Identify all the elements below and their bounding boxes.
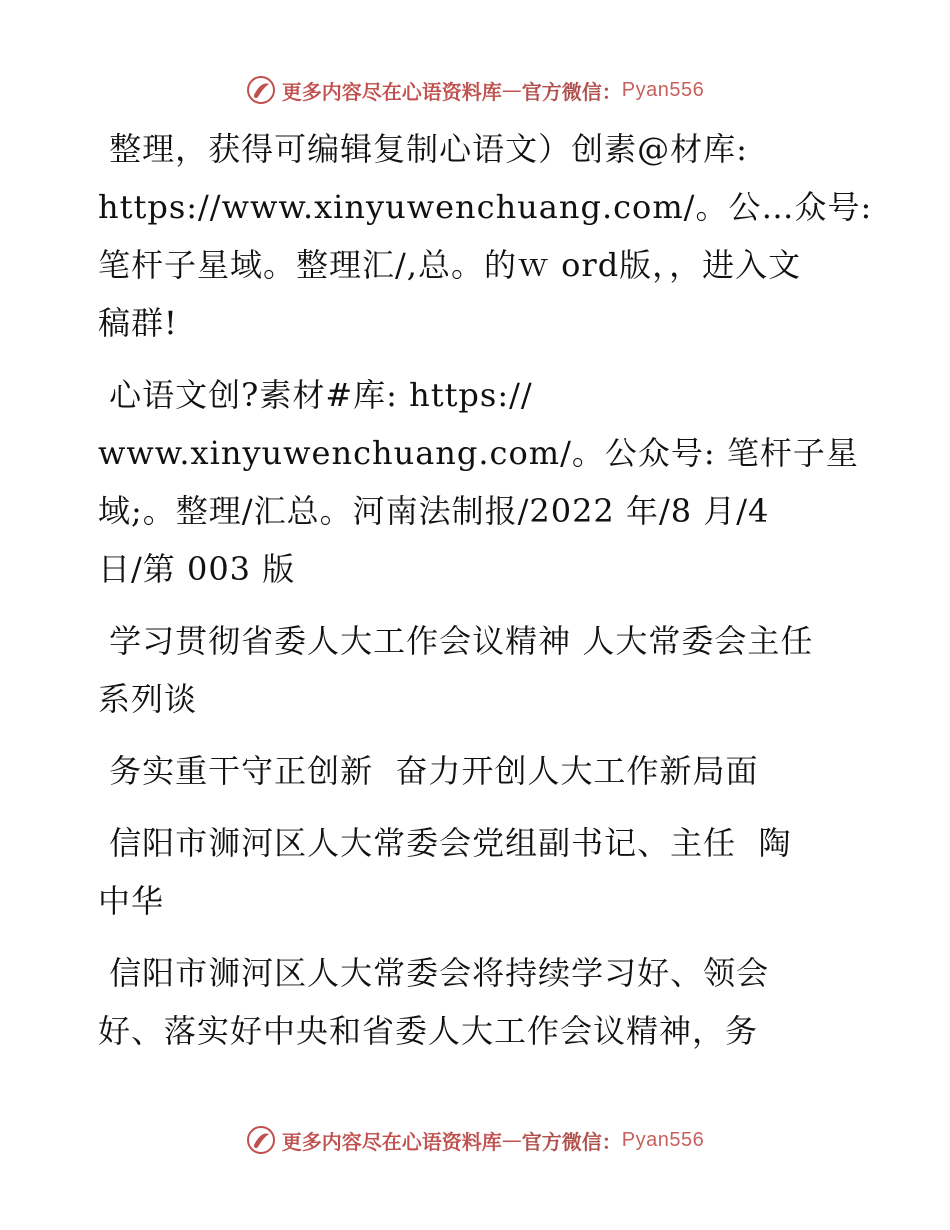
watermark-official-label: 官方微信： <box>521 79 622 104</box>
text-line: 稿群! <box>98 304 178 342</box>
brand-logo-icon <box>246 75 276 105</box>
paragraph-source <box>98 366 858 598</box>
text-line: 信阳市浉河区人大常委会党组副书记、主任 陶 <box>98 824 792 862</box>
document-body <box>98 120 873 1074</box>
text-line: 务实重干守正创新 奋力开创人大工作新局面 <box>98 752 759 790</box>
watermark-official-label: 官方微信： <box>521 1129 622 1154</box>
paragraph-byline <box>98 814 858 930</box>
text-line: 学习贯彻省委人大工作会议精神 人大常委会主任 <box>98 622 814 660</box>
text-line: 日/第 003 版 <box>98 550 296 588</box>
text-line: 系列谈 <box>98 680 198 718</box>
text-line: www.xinyuwenchuang.com/。公众号: 笔杆子星 <box>98 434 859 472</box>
text-line: 整理，获得可编辑复制心语文）创素@材库: <box>98 130 748 168</box>
watermark-dash: — <box>501 78 522 102</box>
paragraph-series-title <box>98 612 858 728</box>
watermark-main-text: 更多内容尽在心语资料库 <box>281 79 502 104</box>
watermark-dash: — <box>501 1128 522 1152</box>
text-line: 域;。整理/汇总。河南法制报/2022 年/8 月/4 <box>98 492 770 530</box>
brand-logo-icon <box>246 1125 276 1155</box>
text-line: https://www.xinyuwenchuang.com/。公…众号: <box>98 188 873 226</box>
paragraph-body <box>98 944 858 1060</box>
watermark-main-text: 更多内容尽在心语资料库 <box>281 1129 502 1154</box>
watermark-wechat-id: Pyan556 <box>621 1128 705 1151</box>
paragraph-intro <box>98 120 873 352</box>
text-line: 中华 <box>98 882 165 920</box>
text-line: 好、落实好中央和省委人大工作会议精神，务 <box>98 1012 759 1050</box>
paragraph-headline <box>98 742 858 800</box>
watermark-wechat-id: Pyan556 <box>621 78 705 101</box>
footer-watermark <box>0 1120 950 1160</box>
text-line: 心语文创?素材#库: https:// <box>98 376 533 414</box>
header-watermark <box>0 70 950 110</box>
text-line: 信阳市浉河区人大常委会将持续学习好、领会 <box>98 954 770 992</box>
text-line: 笔杆子星域。整理汇/,总。的ｗ ord版，，进入文 <box>98 246 802 284</box>
